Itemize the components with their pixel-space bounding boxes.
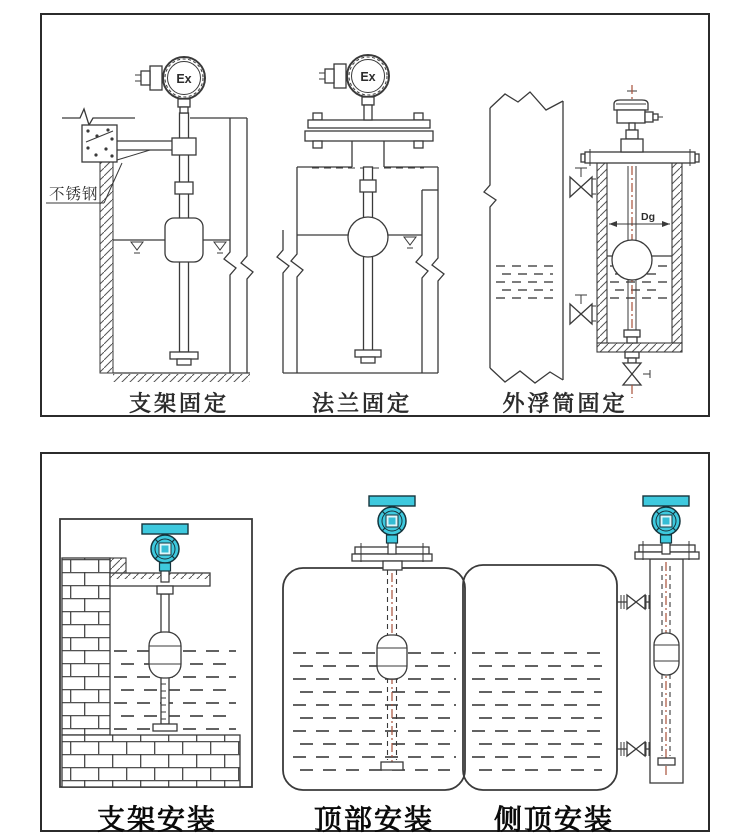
chamber-diameter-dimension [609, 211, 670, 227]
water-level-icon [404, 237, 416, 248]
material-label-text: 不锈钢 [49, 186, 99, 203]
float-body [165, 218, 203, 262]
figure-external-chamber-fixing [484, 85, 699, 398]
isolation-valve-top [570, 168, 596, 197]
figure-bracket-fixing [46, 57, 253, 382]
diameter-label: Dg [641, 211, 655, 223]
top-panel [40, 13, 710, 417]
caption-top-install: 顶部安装 [313, 804, 434, 835]
isolation-valve-bottom [570, 295, 596, 324]
top-panel-drawing [42, 15, 708, 415]
wall-bracket-plate [82, 125, 117, 162]
brick-floor [62, 735, 240, 787]
brick-wall [62, 558, 110, 735]
caption-external-chamber-fixing: 外浮筒固定 [502, 391, 628, 416]
bottom-panel [40, 452, 710, 835]
pipe-valve-bottom [617, 742, 650, 756]
caption-flange-fixing: 法兰固定 [311, 391, 412, 416]
figure-flange-fixing [277, 55, 444, 373]
figure-side-top-install [463, 496, 699, 790]
teal-transmitter-head [369, 496, 415, 554]
junction-box-head [614, 85, 663, 152]
float-body [654, 633, 679, 675]
bottom-panel-drawing [42, 454, 708, 830]
figure-top-install [283, 496, 465, 790]
bracket-clamp [172, 138, 196, 155]
rod-coupling [360, 180, 376, 192]
caption-bracket-install: 支架安装 [96, 804, 217, 835]
ex-transmitter-head [135, 57, 205, 113]
ex-transmitter-head [319, 55, 389, 120]
rod-coupling [157, 586, 173, 594]
ball-float [348, 217, 388, 257]
caption-side-top-install: 侧顶安装 [493, 804, 614, 835]
rod-coupling [383, 561, 402, 570]
float-body [377, 635, 407, 679]
figure-bracket-install [60, 519, 252, 787]
caption-bracket-fixing: 支架固定 [128, 391, 229, 416]
ex-marking-label: Ex [360, 70, 376, 84]
float-body [149, 632, 181, 678]
rod-coupling [175, 182, 193, 194]
ex-marking-label: Ex [176, 72, 192, 86]
pipe-valve-top [617, 595, 650, 609]
ball-float [612, 240, 652, 280]
